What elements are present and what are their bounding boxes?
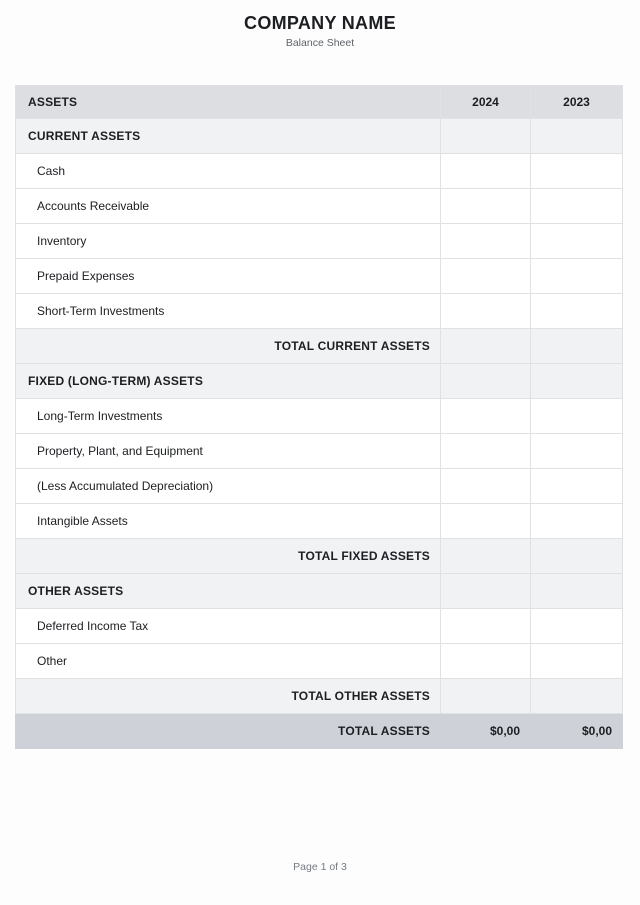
value-cell-2023 [531,329,623,364]
column-header-2024: 2024 [441,86,531,119]
value-cell-2024 [441,154,531,189]
row-label: OTHER ASSETS [16,574,441,609]
row-label: TOTAL ASSETS [16,714,441,749]
table-row-item [16,294,623,329]
table-body [16,119,623,749]
value-cell-2024 [441,504,531,539]
row-label: FIXED (LONG-TERM) ASSETS [16,364,441,399]
table-row-total [16,539,623,574]
value-cell-2023 [531,189,623,224]
column-header-assets: ASSETS [16,86,441,119]
value-cell-2024 [441,434,531,469]
value-cell-2024 [441,189,531,224]
row-label: Deferred Income Tax [16,609,441,644]
table-row-item [16,259,623,294]
page-indicator: Page 1 of 3 [293,861,347,873]
value-cell-2024: $0,00 [441,714,531,749]
value-cell-2023 [531,364,623,399]
row-label: CURRENT ASSETS [16,119,441,154]
value-cell-2023 [531,679,623,714]
value-cell-2023: $0,00 [531,714,623,749]
value-cell-2023 [531,434,623,469]
row-label: Short-Term Investments [16,294,441,329]
value-cell-2023 [531,119,623,154]
column-header-2023: 2023 [531,86,623,119]
value-cell-2023 [531,574,623,609]
table-row-item [16,469,623,504]
value-cell-2024 [441,364,531,399]
table-row-item [16,504,623,539]
table-row-section [16,364,623,399]
value-cell-2024 [441,329,531,364]
table-row-item [16,224,623,259]
table-row-section [16,119,623,154]
value-cell-2023 [531,504,623,539]
value-cell-2024 [441,224,531,259]
row-label: TOTAL OTHER ASSETS [16,679,441,714]
value-cell-2023 [531,399,623,434]
table-row-grand_total [16,714,623,749]
table-row-item [16,189,623,224]
value-cell-2023 [531,539,623,574]
company-name: COMPANY NAME [244,13,396,33]
value-cell-2024 [441,679,531,714]
table-row-item [16,399,623,434]
row-label: TOTAL FIXED ASSETS [16,539,441,574]
row-label: TOTAL CURRENT ASSETS [16,329,441,364]
value-cell-2023 [531,609,623,644]
row-label: Inventory [16,224,441,259]
value-cell-2024 [441,609,531,644]
row-label: Prepaid Expenses [16,259,441,294]
table-row-section [16,574,623,609]
value-cell-2023 [531,224,623,259]
table-header-row [16,86,623,119]
value-cell-2024 [441,259,531,294]
table-row-item [16,609,623,644]
value-cell-2024 [441,539,531,574]
value-cell-2023 [531,154,623,189]
table-row-total [16,679,623,714]
value-cell-2023 [531,259,623,294]
row-label: (Less Accumulated Depreciation) [16,469,441,504]
balance-sheet-table [15,85,623,749]
value-cell-2024 [441,644,531,679]
table-row-item [16,434,623,469]
row-label: Property, Plant, and Equipment [16,434,441,469]
value-cell-2023 [531,294,623,329]
row-label: Long-Term Investments [16,399,441,434]
table-row-item [16,644,623,679]
document-header [0,0,640,49]
table-row-total [16,329,623,364]
row-label: Other [16,644,441,679]
value-cell-2024 [441,399,531,434]
value-cell-2024 [441,574,531,609]
value-cell-2023 [531,644,623,679]
row-label: Accounts Receivable [16,189,441,224]
row-label: Cash [16,154,441,189]
value-cell-2024 [441,469,531,504]
value-cell-2024 [441,294,531,329]
row-label: Intangible Assets [16,504,441,539]
table-row-item [16,154,623,189]
document-title: Balance Sheet [285,37,355,49]
value-cell-2024 [441,119,531,154]
value-cell-2023 [531,469,623,504]
